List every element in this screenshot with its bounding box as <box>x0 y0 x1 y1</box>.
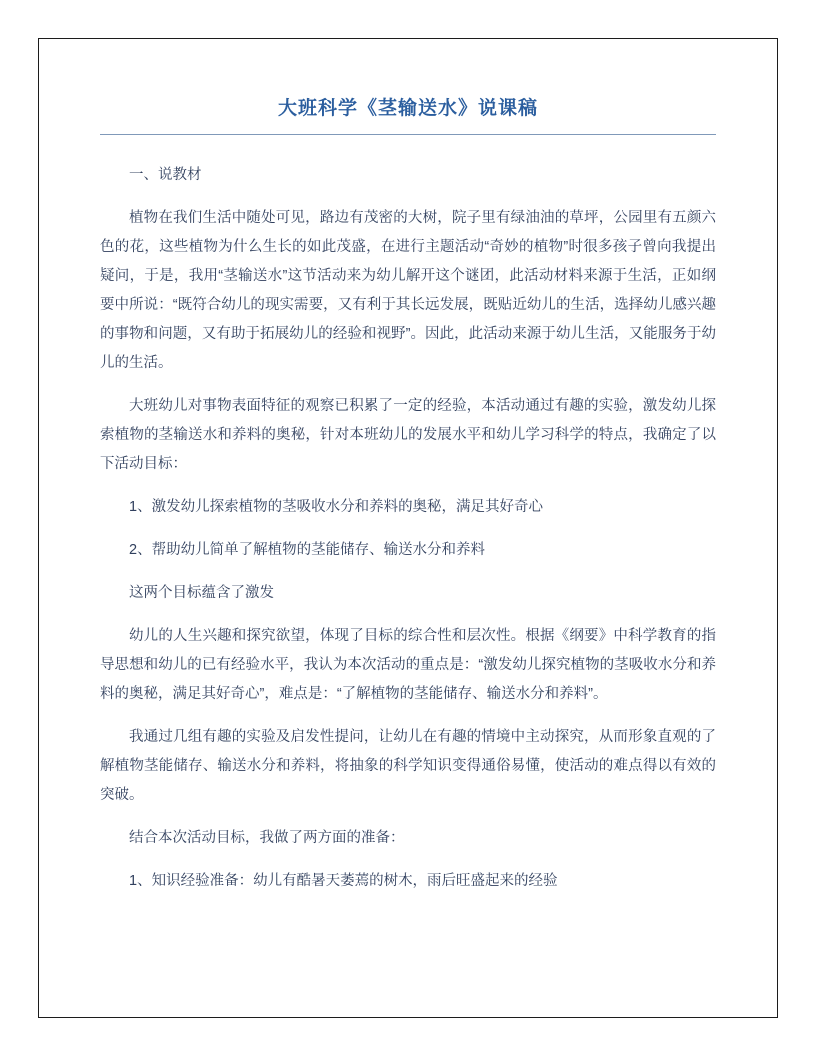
paragraph: 大班幼儿对事物表面特征的观察已积累了一定的经验，本活动通过有趣的实验，激发幼儿探索植物的茎输送水和养料的奥秘，针对本班幼儿的发展水平和幼儿学习科学的特点，我确定了以下活动目标： <box>100 398 716 472</box>
title-divider <box>100 134 716 135</box>
list-item: 1、知识经验准备：幼儿有酷暑天萎蔫的树木，雨后旺盛起来的经验 <box>129 873 558 889</box>
document-content <box>100 96 716 896</box>
list-item: 1、激发幼儿探索植物的茎吸收水分和养料的奥秘，满足其好奇心 <box>129 499 544 515</box>
list-item: 2、帮助幼儿简单了解植物的茎能储存、输送水分和养料 <box>129 542 486 558</box>
paragraph: 结合本次活动目标，我做了两方面的准备： <box>129 830 405 846</box>
section-heading: 一、说教材 <box>129 167 202 183</box>
paragraph: 我通过几组有趣的实验及启发性提问，让幼儿在有趣的情境中主动探究，从而形象直观的了解植物茎能储存、输送水分和养料，将抽象的科学知识变得通俗易懂，使活动的难点得以有效的突破。 <box>100 729 716 803</box>
paragraph: 这两个目标蕴含了激发 <box>129 585 274 601</box>
paragraph: 幼儿的人生兴趣和探究欲望，体现了目标的综合性和层次性。根据《纲要》中科学教育的指导思想和幼儿的已有经验水平，我认为本次活动的重点是：“激发幼儿探究植物的茎吸收水分和养料的奥秘，满足其好奇心”，难点是：“了解植物的茎能储存、输送水分和养料”。 <box>100 628 716 702</box>
paragraph: 植物在我们生活中随处可见，路边有茂密的大树，院子里有绿油油的草坪，公园里有五颜六色的花，这些植物为什么生长的如此茂盛，在进行主题活动“奇妙的植物”时很多孩子曾向我提出疑问，于是，我用“茎输送水”这节活动来为幼儿解开这个谜团，此活动材料来源于生活，正如纲要中所说：“既符合幼儿的现实需要，又有利于其长远发展，既贴近幼儿的生活，选择幼儿感兴趣的事物和问题，又有助于拓展幼儿的经验和视野”。因此，此活动来源于幼儿生活，又能服务于幼儿的生活。 <box>100 210 716 371</box>
document-title: 大班科学《茎输送水》说课稿 <box>277 98 538 119</box>
